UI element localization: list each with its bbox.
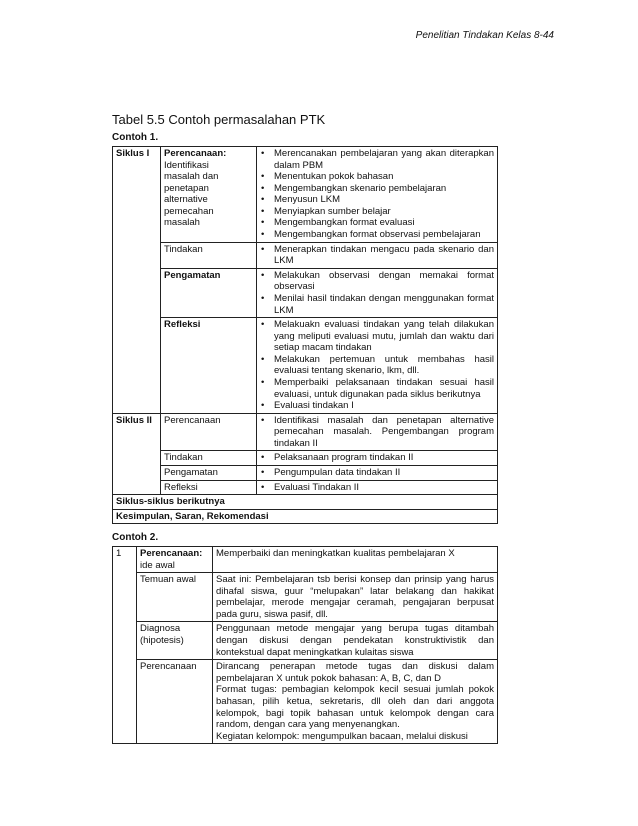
table-row: [113, 495, 498, 510]
phase-cell: Temuan awal: [137, 573, 213, 622]
desc-para: Kegiatan kelompok: mengumpulkan bacaan, melalui diskusi: [216, 730, 468, 742]
table-row: [113, 480, 498, 495]
list-item: • Evaluasi tindakan I: [260, 400, 494, 412]
table-row: [113, 509, 498, 524]
footer-conclusion: Kesimpulan, Saran, Rekomendasi: [113, 509, 498, 524]
desc-cell: Penggunaan metode mengajar yang berupa tugas ditambah dengan diskusi dengan pendekatan konstruktivistik dan kontekstual dapat meningkatkan kulaitas siswa: [213, 622, 498, 660]
items-cell: [257, 451, 498, 466]
phase-cell: Pengamatan: [161, 268, 257, 317]
items-cell: [257, 318, 498, 414]
row-number: 1: [113, 547, 137, 744]
phase-sub: Identifikasi masalah dan penetapan alternative pemecahan masalah: [164, 159, 219, 229]
list-item: • Pelaksanaan program tindakan II: [260, 452, 494, 464]
phase-sub: (hipotesis): [140, 635, 184, 647]
desc-cell: Memperbaiki dan meningkatkan kualitas pembelajaran X: [213, 547, 498, 573]
items-cell: [257, 413, 498, 451]
list-item: • Evaluasi Tindakan II: [260, 482, 494, 494]
items-cell: [257, 242, 498, 268]
table-row: [113, 466, 498, 481]
table-row: [113, 147, 498, 243]
page-header: Penelitian Tindakan Kelas 8-44: [415, 30, 554, 41]
desc-cell: Saat ini: Pembelajaran tsb berisi konsep dan prinsip yang harus dihafal siswa, guur “melupakan” latar belakang dan hakikat pembelajar, merode mengajar ceramah, pengajaran berpusat pada guru, siswa pasif, dll.: [213, 573, 498, 622]
contoh2-label: Contoh 2.: [112, 532, 159, 543]
siklus-1-cell: Siklus I: [113, 147, 161, 414]
contoh2-table: [112, 546, 498, 744]
table-row: [113, 242, 498, 268]
table-row: [113, 268, 498, 317]
list-item: • Mengembangkan skenario pembelajaran: [260, 183, 494, 195]
list-item: • Menerapkan tindakan mengacu pada skenario dan LKM: [260, 244, 494, 267]
table-row: [113, 547, 498, 573]
table-row: [113, 660, 498, 744]
phase-label: Perencanaan:: [164, 148, 227, 159]
phase-cell: Tindakan: [161, 451, 257, 466]
table-title: Tabel 5.5 Contoh permasalahan PTK: [112, 112, 326, 127]
table-row: [113, 413, 498, 451]
phase-cell: Perencanaan: [137, 660, 213, 744]
phase-sub: ide awal: [140, 559, 175, 571]
list-item: • Melakukan observasi dengan memakai format observasi: [260, 270, 494, 293]
phase-cell: Pengamatan: [161, 466, 257, 481]
list-item: • Mengembangkan format evaluasi: [260, 217, 494, 229]
list-item: • Menilai hasil tindakan dengan menggunakan format LKM: [260, 293, 494, 316]
phase-label: Perencanaan:: [140, 548, 203, 559]
table-row: [113, 622, 498, 660]
desc-para: Format tugas: pembagian kelompok kecil sesuai jumlah pokok bahasan, pilih ketua, sekretaris, dll oleh dan dari anggota kelompok, bagi topik bahasan untuk kelompok dengan cara random, dengan cara yang menyenangkan.: [216, 684, 494, 731]
list-item: • Memperbaiki pelaksanaan tindakan sesuai hasil evaluasi, untuk digunakan pada siklus berikutnya: [260, 377, 494, 400]
items-cell: [257, 268, 498, 317]
list-item: • Mengembangkan format observasi pembelajaran: [260, 229, 494, 241]
phase-cell: [137, 622, 213, 660]
desc-cell: [213, 660, 498, 744]
phase-cell: Perencanaan: [161, 413, 257, 451]
phase-label: Diagnosa: [140, 623, 181, 635]
list-item: • Melakukan pertemuan untuk membahas hasil evaluasi tentang skenario, lkm, dll.: [260, 354, 494, 377]
phase-cell: Refleksi: [161, 480, 257, 495]
siklus-2-cell: Siklus II: [113, 413, 161, 494]
phase-cell: [137, 547, 213, 573]
table-row: [113, 318, 498, 414]
list-item: • Menentukan pokok bahasan: [260, 171, 494, 183]
table-row: [113, 573, 498, 622]
phase-cell: Refleksi: [161, 318, 257, 414]
list-item: • Menyiapkan sumber belajar: [260, 206, 494, 218]
phase-cell: Tindakan: [161, 242, 257, 268]
list-item: • Pengumpulan data tindakan II: [260, 467, 494, 479]
phase-cell: [161, 147, 257, 243]
items-cell: [257, 466, 498, 481]
list-item: • Menyusun LKM: [260, 194, 494, 206]
footer-next-cycles: Siklus-siklus berikutnya: [113, 495, 498, 510]
list-item: • Merencanakan pembelajaran yang akan diterapkan dalam PBM: [260, 148, 494, 171]
items-cell: [257, 147, 498, 243]
desc-para: Dirancang penerapan metode tugas dan diskusi dalam pembelajaran X untuk pokok bahasan: A, B, C, dan D: [216, 661, 494, 684]
table-row: [113, 451, 498, 466]
items-cell: [257, 480, 498, 495]
contoh1-label: Contoh 1.: [112, 132, 159, 143]
list-item: • Identifikasi masalah dan penetapan alternative pemecahan masalah. Pengembangan program tindakan II: [260, 415, 494, 450]
contoh1-table: [112, 146, 498, 524]
list-item: • Melakuakn evaluasi tindakan yang telah dilakukan yang meliputi evaluasi mutu, jumlah dan waktu dari setiap macam tindakan: [260, 319, 494, 354]
